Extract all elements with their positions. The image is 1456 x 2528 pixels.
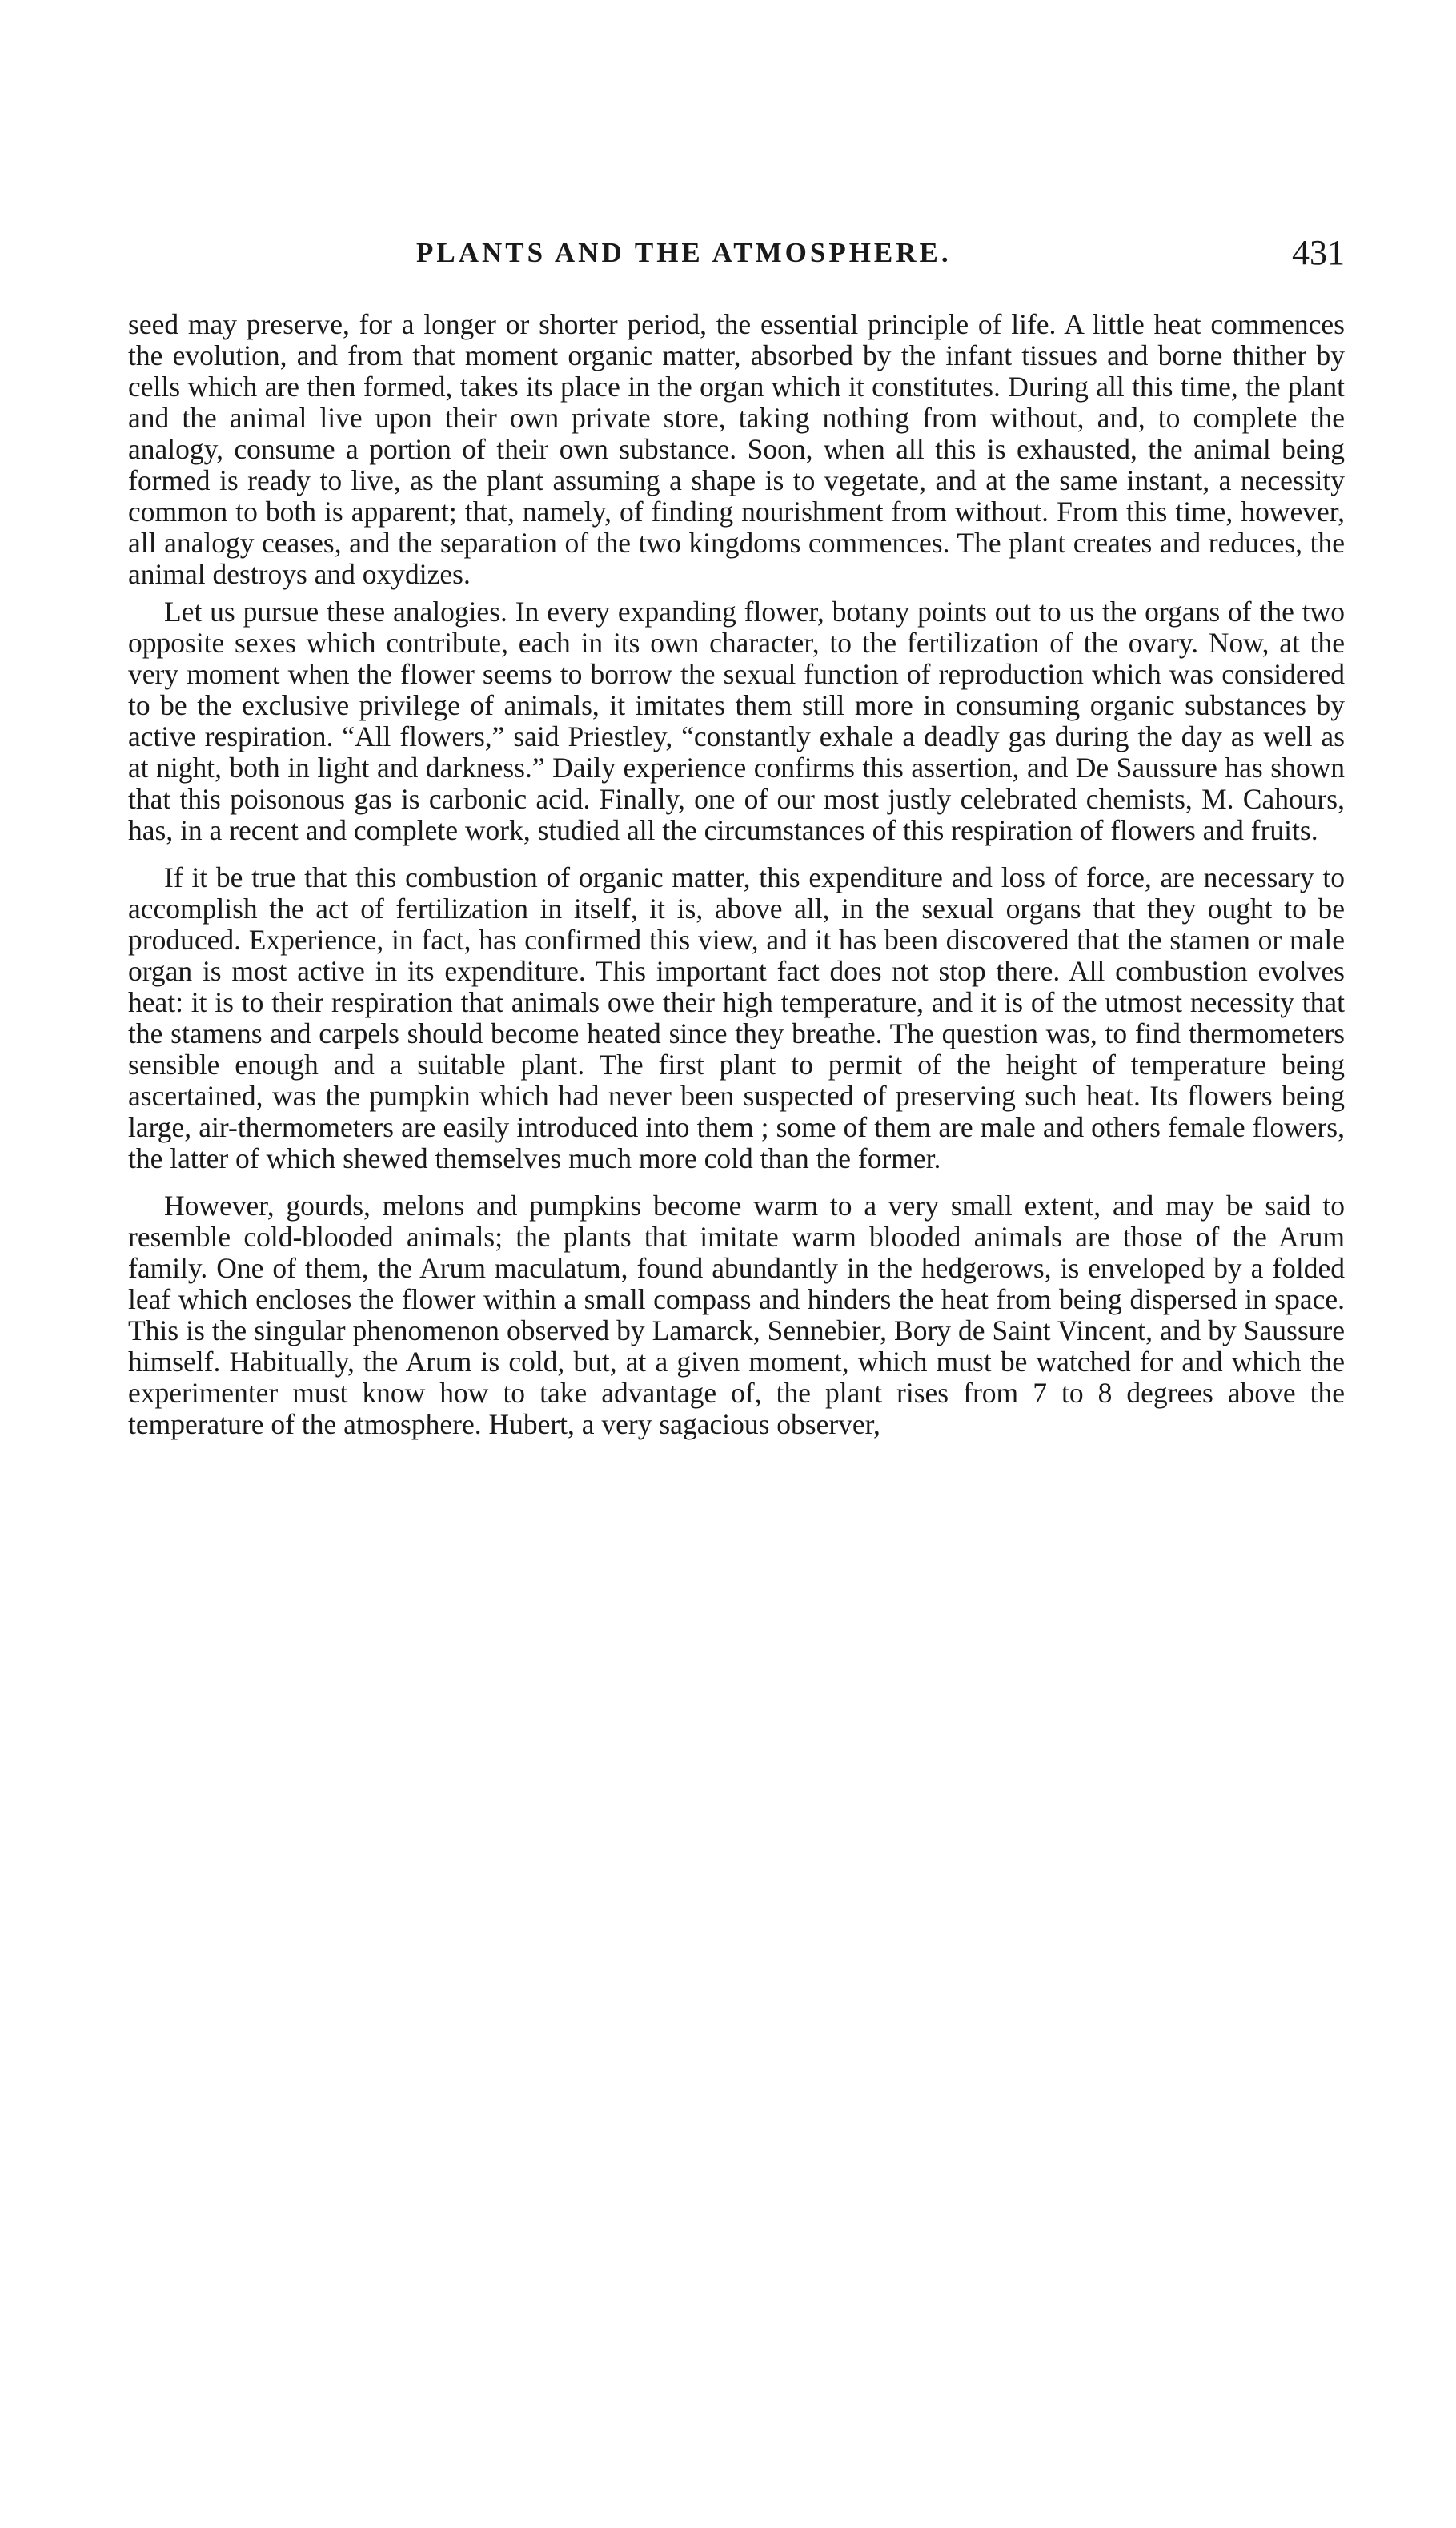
body-text — [128, 309, 1345, 1440]
paragraph-2: Let us pursue these analogies. In every expanding flower, botany points out to us the organs of the two opposite sexes which contribute, each in its own character, to the fertilization of the ovary. Now, at the very moment when the flower seems to borrow the sexual function of reproduction which was considered to be the exclusive privilege of animals, it imitates them still more in consuming organic substances by active respiration. “All flowers,” said Priestley, “constantly exhale a deadly gas during the day as well as at night, both in light and darkness.” Daily experience confirms this assertion, and De Saussure has shown that this poisonous gas is carbonic acid. Finally, one of our most justly celebrated chemists, M. Cahours, has, in a recent and complete work, studied all the circumstances of this respiration of flowers and fruits. — [128, 596, 1345, 846]
running-head: PLANTS AND THE ATMOSPHERE. — [416, 237, 952, 268]
paragraph-1: seed may preserve, for a longer or shorter period, the essential principle of life. A little heat commences the evolution, and from that moment organic matter, absorbed by the infant tissues and borne thither by cells which are then formed, takes its place in the organ which it constitutes. During all this time, the plant and the animal live upon their own private store, taking nothing from without, and, to complete the analogy, consume a portion of their own substance. Soon, when all this is exhausted, the animal being formed is ready to live, as the plant assuming a shape is to vegetate, and at the same instant, a necessity common to both is apparent; that, namely, of finding nourishment from without. From this time, however, all analogy ceases, and the separation of the two kingdoms commences. The plant creates and reduces, the animal destroys and oxydizes. — [128, 308, 1345, 590]
page-number: 431 — [1292, 233, 1345, 272]
book-page — [128, 232, 1345, 1440]
paragraph-3: If it be true that this combustion of organic matter, this expenditure and loss of force, are necessary to accomplish the act of fertilization in itself, it is, above all, in the sexual organs that they ought to be produced. Experience, in fact, has confirmed this view, and it has been discovered that the stamen or male organ is most active in its expenditure. This important fact does not stop there. All combustion evolves heat: it is to their respiration that animals owe their high temperature, and it is of the utmost necessity that the stamens and carpels should become heated since they breathe. The question was, to find thermometers sensible enough and a suitable plant. The first plant to permit of the height of temperature being ascertained, was the pumpkin which had never been suspected of preserving such heat. Its flowers being large, air-thermometers are easily introduced into them ; some of them are male and others female flowers, the latter of which shewed themselves much more cold than the former. — [128, 861, 1345, 1174]
page-header — [128, 232, 1345, 288]
paragraph-4: However, gourds, melons and pumpkins become warm to a very small extent, and may be said to resemble cold-blooded animals; the plants that imitate warm blooded animals are those of the Arum family. One of them, the Arum maculatum, found abundantly in the hedgerows, is enveloped by a folded leaf which encloses the flower within a small compass and hinders the heat from being dispersed in space. This is the singular phenomenon observed by Lamarck, Sennebier, Bory de Saint Vincent, and by Saussure himself. Habitually, the Arum is cold, but, at a given moment, which must be watched for and which the experimenter must know how to take advantage of, the plant rises from 7 to 8 degrees above the temperature of the atmosphere. Hubert, a very sagacious observer, — [128, 1190, 1345, 1440]
